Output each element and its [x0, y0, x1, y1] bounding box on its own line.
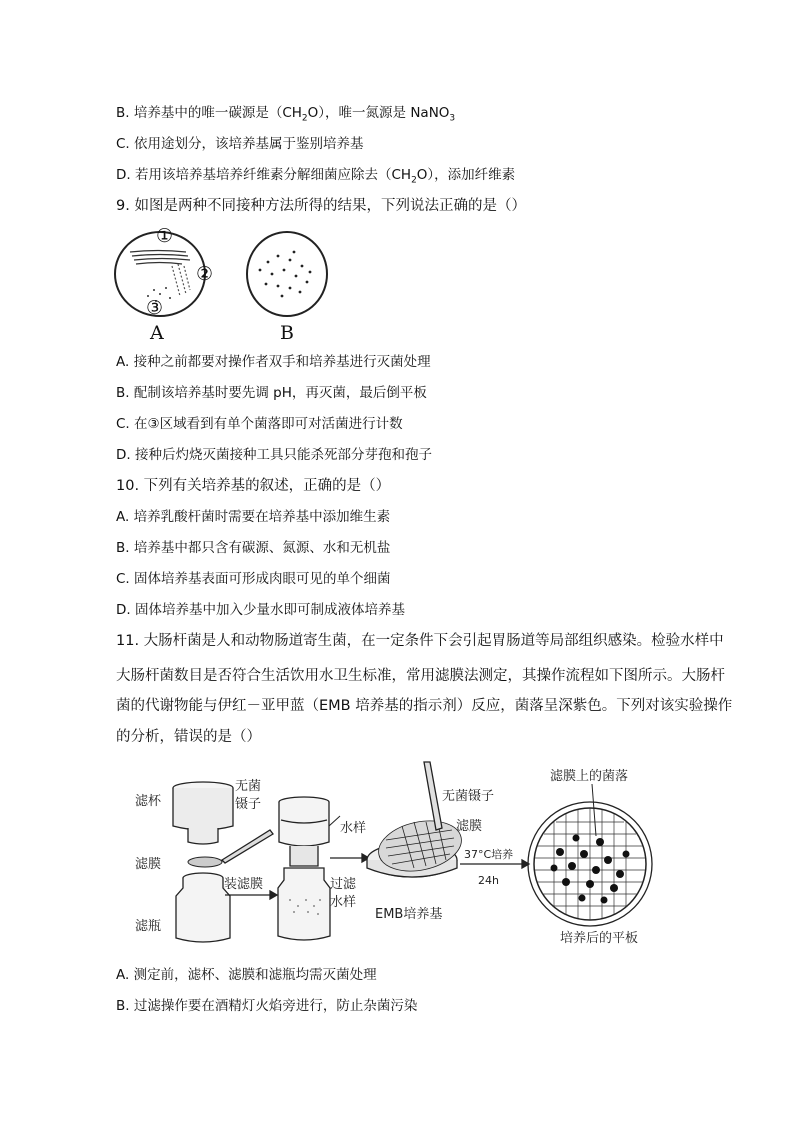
assembled-apparatus [278, 797, 330, 940]
filter-label: 过滤 [330, 877, 357, 892]
subscript-2: 2 [301, 113, 308, 124]
q10-option-a: A. 培养乳酸杆菌时需要在培养基中添加维生素 [116, 509, 391, 525]
q8-option-c: C. 依用途划分，该培养基属于鉴别培养基 [116, 136, 364, 152]
q11-option-b: B. 过滤操作要在酒精灯火焰旁进行，防止杂菌污染 [116, 998, 418, 1014]
arrow-filter [330, 854, 369, 862]
subscript-2: 2 [411, 175, 417, 186]
filter-cup [173, 782, 233, 844]
q11-stem-line-4: 的分析，错误的是（） [116, 729, 261, 745]
q10-option-c: C. 固体培养基表面可形成肉眼可见的单个细菌 [116, 571, 391, 587]
q9-stem: 9. 如图是两种不同接种方法所得的结果，下列说法正确的是（） [116, 198, 526, 214]
plate-after-culture-label: 培养后的平板 [560, 931, 639, 946]
subscript-3: 3 [449, 113, 456, 124]
region-2-label: ② [196, 263, 214, 285]
culture-temp-label: 37°C培养 [464, 848, 514, 861]
membrane-2-label: 滤膜 [456, 819, 483, 834]
region-3-label: ③ [146, 297, 164, 319]
streak-region-1 [130, 251, 190, 265]
q10-option-d: D. 固体培养基中加入少量水即可制成液体培养基 [116, 602, 405, 618]
culture-time-label: 24h [478, 874, 499, 887]
install-membrane-label: 装滤膜 [224, 877, 264, 892]
q11-figure [130, 760, 670, 950]
q11-stem-line-1: 11. 大肠杆菌是人和动物肠道寄生菌，在一定条件下会引起胃肠道等局部组织感染。检验水样中 [116, 633, 724, 649]
q8-option-b-pre: B. 培养基中的唯一碳源是（CH [116, 105, 302, 121]
filter-cup-label: 滤杯 [135, 794, 162, 809]
plate-a-label: A [150, 322, 164, 344]
plate-b [247, 232, 327, 316]
spread-colonies [259, 251, 312, 298]
water-sample-label: 水样 [340, 821, 367, 836]
q10-option-b: B. 培养基中都只含有碳源、氮源、水和无机盐 [116, 540, 391, 556]
q8-option-d-post: O），添加纤维素 [416, 167, 516, 183]
sterile-tweezers-icon [424, 762, 442, 830]
membrane-label: 滤膜 [135, 857, 162, 872]
tweezers-label: 镊子 [235, 797, 262, 812]
emb-medium-label: EMB培养基 [375, 907, 443, 922]
colonies-on-membrane-label: 滤膜上的菌落 [550, 769, 629, 784]
q8-option-d [116, 165, 515, 191]
q11-stem-line-2: 大肠杆菌数目是否符合生活饮用水卫生标准，常用滤膜法测定，其操作流程如下图所示。大肠杆 [116, 668, 725, 684]
region-1-label: ① [156, 225, 174, 247]
q9-option-a: A. 接种之前都要对操作者双手和培养基进行灭菌处理 [116, 354, 431, 370]
q8-option-b [116, 103, 455, 129]
q8-option-d-pre: D. 若用该培养基培养纤维素分解细菌应除去（CH [116, 167, 412, 183]
q11-stem-line-3: 菌的代谢物能与伊红－亚甲蓝（EMB 培养基的指示剂）反应，菌落呈深紫色。下列对该实验操作 [116, 698, 733, 714]
filter-bottle-label: 滤瓶 [135, 919, 162, 934]
q9-option-c: C. 在③区域看到有单个菌落即可对活菌进行计数 [116, 416, 403, 432]
filter-bottle [176, 873, 230, 942]
sterile-tweezers-label: 无菌镊子 [442, 789, 495, 804]
q8-option-b-mid: O），唯一氮源是 NaNO [307, 105, 450, 121]
sterile-label: 无菌 [235, 779, 262, 794]
q10-stem: 10. 下列有关培养基的叙述，正确的是（） [116, 478, 391, 494]
arrow-culture [460, 860, 529, 868]
plate-grid [535, 808, 645, 920]
q9-option-b: B. 配制该培养基时要先调 pH，再灭菌，最后倒平板 [116, 385, 427, 401]
q9-figure [110, 222, 340, 344]
arrow-install [225, 891, 277, 899]
plate-b-label: B [280, 322, 294, 344]
membrane-disc [188, 857, 222, 867]
tweezers-icon [222, 830, 273, 863]
water-sample-2-label: 水样 [330, 895, 357, 910]
q9-option-d: D. 接种后灼烧灭菌接种工具只能杀死部分芽孢和孢子 [116, 447, 432, 463]
q11-option-a: A. 测定前，滤杯、滤膜和滤瓶均需灭菌处理 [116, 967, 377, 983]
streak-region-2 [172, 264, 190, 296]
